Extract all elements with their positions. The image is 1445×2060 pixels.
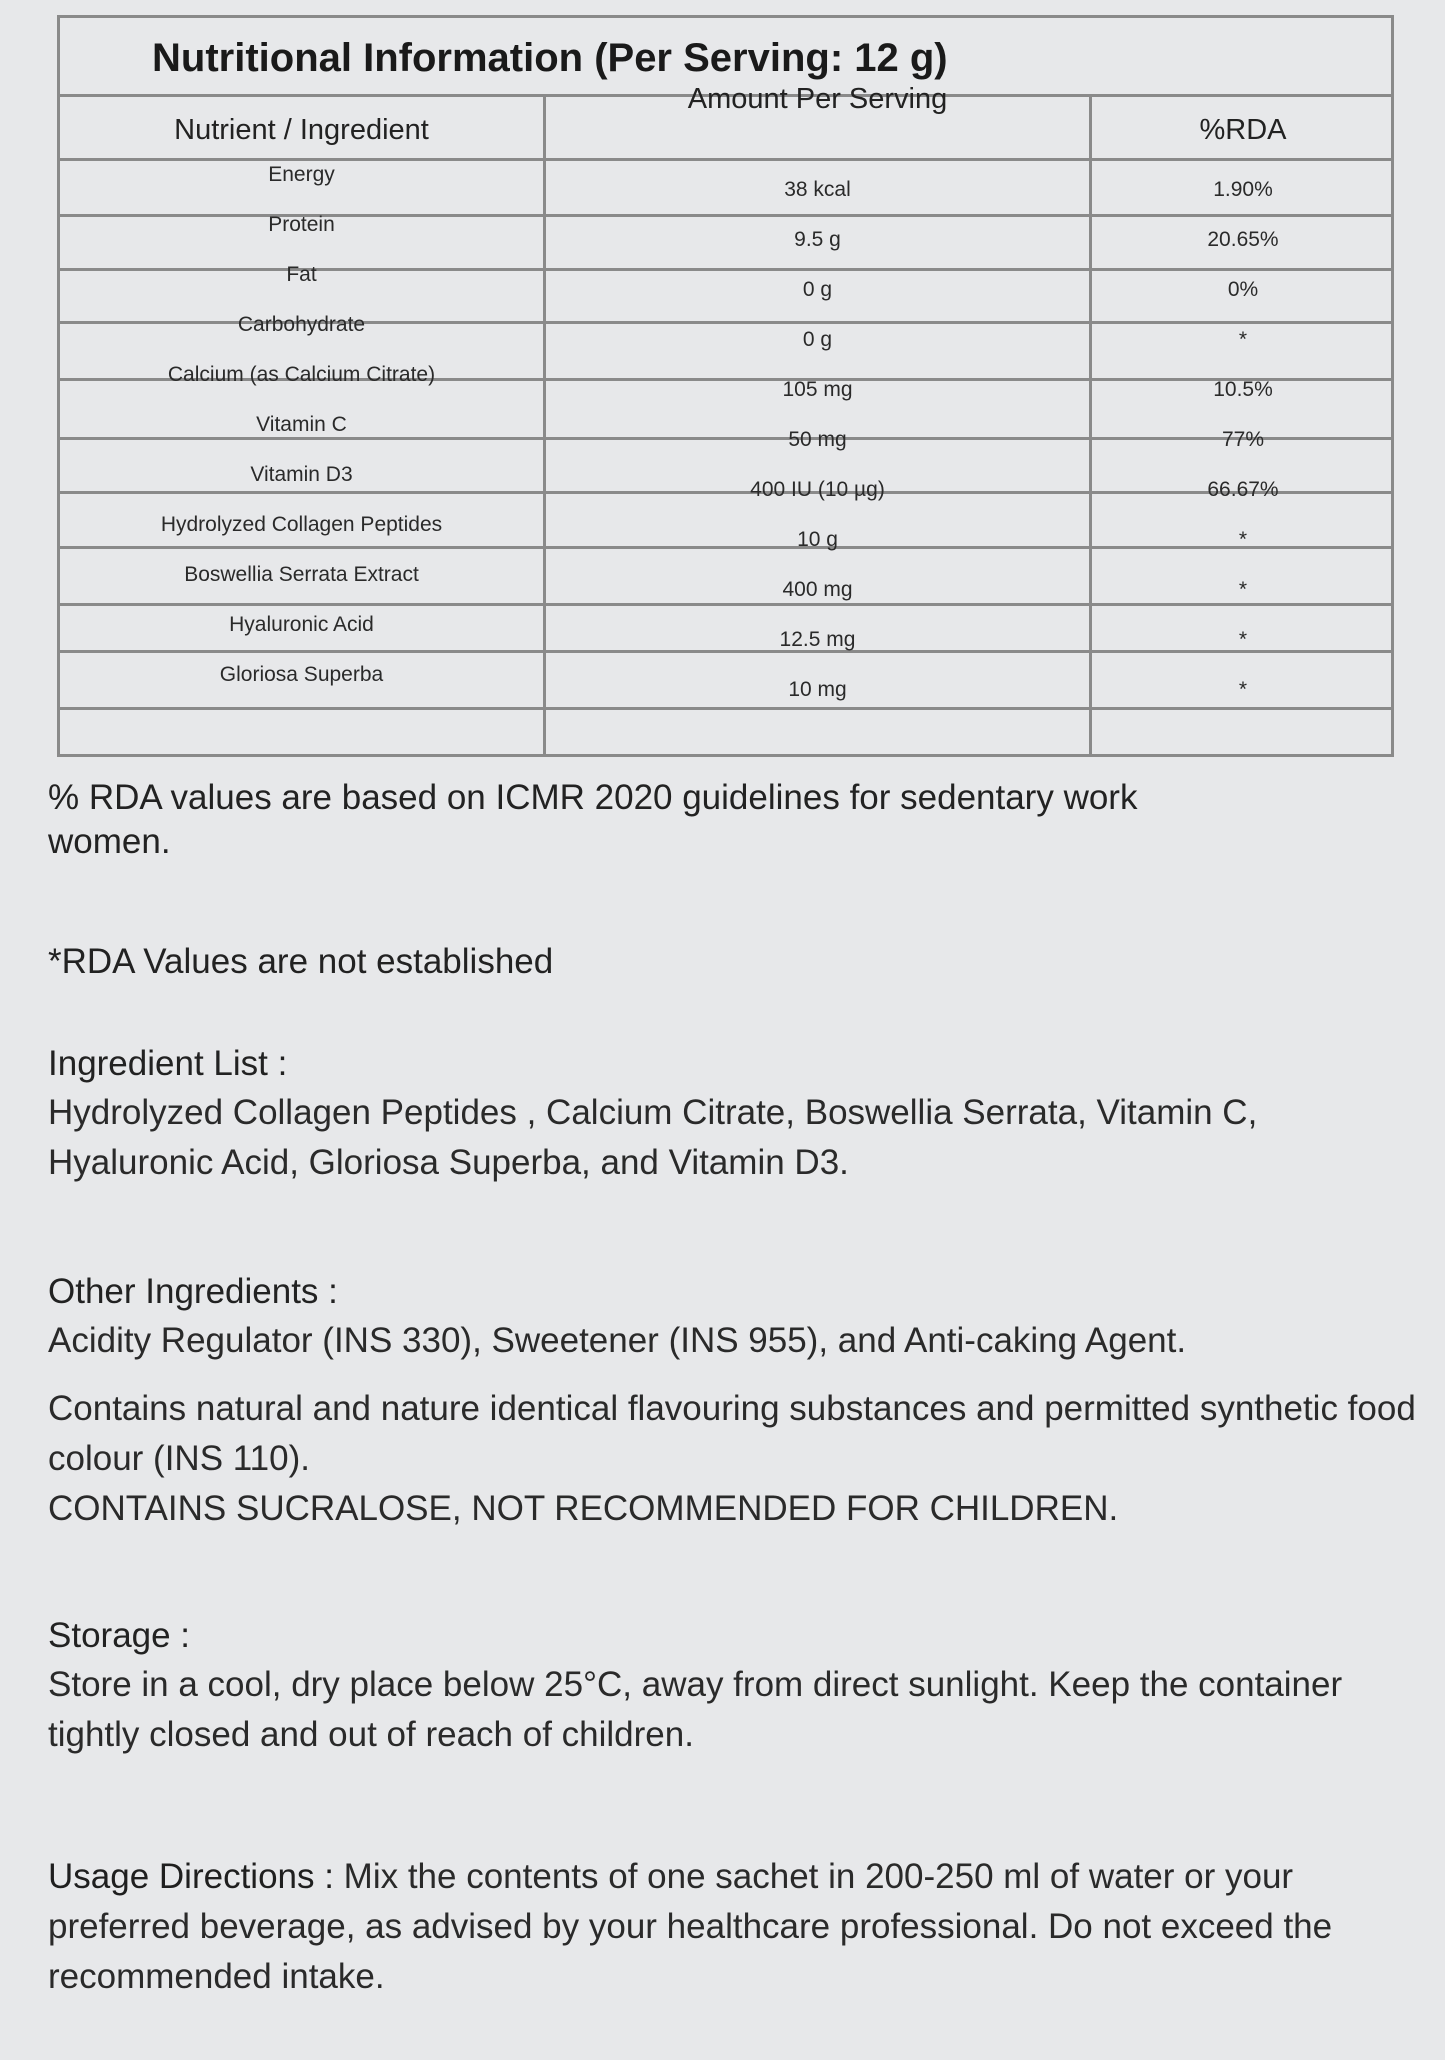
nutrient-name: Fat (286, 263, 317, 286)
ingredient-list-body: Hydrolyzed Collagen Peptides , Calcium Citrate, Boswellia Serrata, Vitamin C, Hyaluronic Acid, Gloriosa Superba, and Vitamin D3. (48, 1093, 1258, 1182)
other-ingredients-section (48, 1268, 1418, 1534)
table-divider (60, 158, 1391, 161)
nutrient-rda: 77% (1221, 428, 1265, 451)
nutrient-name: Vitamin D3 (250, 463, 353, 486)
nutrient-rda: 66.67% (1207, 478, 1279, 501)
nutrient-amount: 38 kcal (784, 178, 851, 201)
nutrient-amount: 9.5 g (794, 228, 841, 251)
nutrient-name: Hydrolyzed Collagen Peptides (160, 513, 443, 536)
storage-title: Storage : (48, 1616, 191, 1655)
nutrient-name: Gloriosa Superba (219, 663, 384, 686)
header-nutrient: Nutrient / Ingredient (174, 114, 429, 146)
usage-title: Usage Directions : (48, 1857, 334, 1896)
rda-not-established-note: *RDA Values are not established (48, 942, 554, 981)
table-title: Nutritional Information (Per Serving: 12 g) (152, 36, 948, 80)
nutrient-amount: 10 g (797, 528, 838, 551)
table-divider (60, 603, 1391, 606)
nutrient-rda: 1.90% (1213, 178, 1273, 201)
nutrient-name: Protein (268, 213, 335, 236)
storage-body: Store in a cool, dry place below 25°C, away from direct sunlight. Keep the container tightly closed and out of reach of children. (48, 1665, 1343, 1754)
nutrient-name: Boswellia Serrata Extract (184, 563, 419, 586)
nutrient-name: Vitamin C (256, 413, 347, 436)
nutrient-name: Calcium (as Calcium Citrate) (167, 363, 436, 386)
other-ingredients-body: Acidity Regulator (INS 330), Sweetener (INS 955), and Anti-caking Agent. (48, 1321, 1187, 1360)
nutrient-rda: 0% (1227, 278, 1259, 301)
nutrient-rda: 20.65% (1207, 228, 1279, 251)
nutrient-amount: 400 IU (10 µg) (750, 478, 885, 501)
usage-section (48, 1852, 1418, 2002)
rda-basis-note: % RDA values are based on ICMR 2020 guidelines for sedentary work women. (48, 778, 1138, 861)
nutrient-name: Carbohydrate (237, 313, 366, 336)
nutrient-rda: * (1238, 578, 1248, 601)
nutrient-amount: 0 g (802, 328, 833, 351)
nutrient-amount: 0 g (802, 278, 833, 301)
nutrient-rda: * (1238, 528, 1248, 551)
header-rda: %RDA (1199, 114, 1287, 146)
header-amount: Amount Per Serving (687, 83, 948, 115)
nutrient-rda: * (1238, 628, 1248, 651)
flavour-note: Contains natural and nature identical flavouring substances and permitted synthetic food colour (INS 110). (48, 1389, 1416, 1478)
nutrient-rda: * (1238, 328, 1248, 351)
nutrient-amount: 50 mg (788, 428, 847, 451)
nutrient-rda: * (1238, 678, 1248, 701)
ingredient-list-section (48, 1040, 1418, 1188)
usage-body: Mix the contents of one sachet in 200-250 ml of water or your preferred beverage, as advised by your healthcare professional. Do not exceed the recommended intake. (48, 1857, 1333, 1996)
nutrient-name: Hyaluronic Acid (229, 613, 374, 636)
ingredient-list-title: Ingredient List : (48, 1044, 288, 1083)
storage-section (48, 1612, 1418, 1760)
nutrient-amount: 400 mg (782, 578, 853, 601)
nutrient-name: Energy (268, 163, 335, 186)
nutrient-rda: 10.5% (1213, 378, 1273, 401)
nutrient-amount: 105 mg (782, 378, 853, 401)
other-ingredients-title: Other Ingredients : (48, 1272, 338, 1311)
nutrition-table (57, 15, 1394, 757)
nutrient-amount: 10 mg (788, 678, 847, 701)
table-divider (60, 707, 1391, 710)
nutrient-amount: 12.5 mg (779, 628, 856, 651)
sucralose-warning: CONTAINS SUCRALOSE, NOT RECOMMENDED FOR CHILDREN. (48, 1489, 1119, 1528)
